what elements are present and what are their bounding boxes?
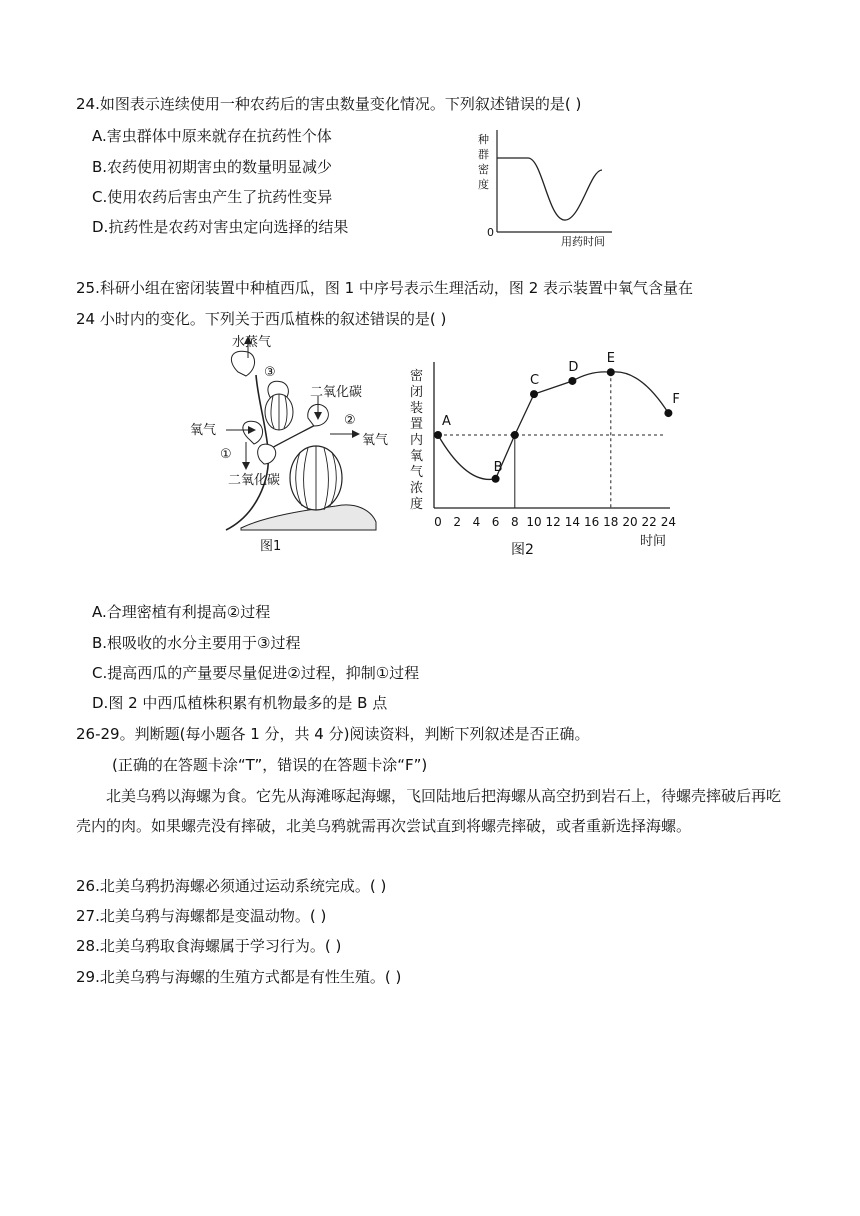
q24-option-b: B.农药使用初期害虫的数量明显减少 <box>92 158 333 176</box>
fig2-xlabel: 时间 <box>640 534 667 549</box>
judge-header: 26-29。判断题(每小题各 1 分，共 4 分)阅读资料，判断下列叙述是否正确。 <box>76 725 590 743</box>
fig2-ylabel-char: 闭 <box>410 385 424 400</box>
q24-stem: 24.如图表示连续使用一种农药后的害虫数量变化情况。下列叙述错误的是( ) <box>76 95 582 113</box>
fig2-caption: 图2 <box>511 542 534 558</box>
fig2-oxygen-curve <box>438 372 668 480</box>
fig2-ylabel-char: 装 <box>410 401 424 416</box>
fig2-ylabel-char: 气 <box>410 465 424 480</box>
fig2-xtick-label: 22 <box>641 515 657 529</box>
fig2-point-label-d: D <box>568 359 579 375</box>
q24-origin: 0 <box>487 226 494 239</box>
fig1-num-3: ③ <box>264 365 276 380</box>
fig2-point-b <box>492 475 500 483</box>
judge-passage: 北美乌鸦以海螺为食。它先从海滩啄起海螺，飞回陆地后把海螺从高空扔到岩石上，待螺壳摔破后再吃壳内的肉。如果螺壳没有摔破，北美乌鸦就需再次尝试直到将螺壳摔破，或者重新选择海螺。 <box>76 787 782 835</box>
fig2-xtick-label: 20 <box>622 515 638 529</box>
fig2-xtick-label: 10 <box>526 515 542 529</box>
fig1-oxygen-left: 氧气 <box>190 423 217 438</box>
q24-chart <box>470 128 620 253</box>
fig2-ylabel-char: 密 <box>410 369 424 384</box>
fig2-point-f <box>664 409 672 417</box>
fig2-xtick-label: 0 <box>434 515 442 529</box>
fig2-point-c <box>530 390 538 398</box>
q25-option-a: A.合理密植有利提高②过程 <box>92 603 271 621</box>
judge-item-26: 26.北美乌鸦扔海螺必须通过运动系统完成。( ) <box>76 877 387 895</box>
fig2-ylabel-char: 内 <box>410 433 424 448</box>
fig2-xtick-label: 18 <box>603 515 619 529</box>
fig2-ylabel-char: 置 <box>410 417 424 432</box>
fig1-num-1: ① <box>220 447 232 462</box>
fig2-xtick-label: 14 <box>564 515 581 529</box>
fig2-xtick-label: 4 <box>472 515 481 529</box>
judge-item-28: 28.北美乌鸦取食海螺属于学习行为。( ) <box>76 937 342 955</box>
q25-stem-line2: 24 小时内的变化。下列关于西瓜植株的叙述错误的是( ) <box>76 310 447 328</box>
q24-xlabel: 用药时间 <box>561 235 605 248</box>
fig1-co2-top: 二氧化碳 <box>310 385 363 400</box>
q24-option-d: D.抗药性是农药对害虫定向选择的结果 <box>92 218 349 236</box>
judge-item-29: 29.北美乌鸦与海螺的生殖方式都是有性生殖。( ) <box>76 968 402 986</box>
q24-option-c: C.使用农药后害虫产生了抗药性变异 <box>92 188 333 206</box>
q24-ylabel-0: 种 <box>478 133 489 146</box>
fig2-xtick-label: 8 <box>510 515 519 529</box>
fig1-caption: 图1 <box>260 539 282 554</box>
fig2-point-label-e: E <box>606 351 616 367</box>
fig2-xtick-label: 6 <box>491 515 500 529</box>
q24-curve <box>497 158 602 220</box>
fig2-point-label-b: B <box>493 459 503 475</box>
fig2-point-d <box>568 377 576 385</box>
q24-ylabel-2: 密 <box>478 163 489 176</box>
fig2-point-label-f: F <box>672 392 680 408</box>
fig2-point <box>511 431 519 439</box>
fig2-xtick-label: 16 <box>583 515 600 529</box>
fig1-water-vapor: 水蒸气 <box>232 335 272 350</box>
fig1-co2-bottom: 二氧化碳 <box>228 473 281 488</box>
fig2-ylabel-char: 浓 <box>410 481 424 496</box>
fig2-xtick-label: 24 <box>660 515 677 529</box>
q25-figure1 <box>186 330 389 560</box>
q25-option-b: B.根吸收的水分主要用于③过程 <box>92 634 301 652</box>
q25-option-c: C.提高西瓜的产量要尽量促进②过程，抑制①过程 <box>92 664 420 682</box>
q24-option-a: A.害虫群体中原来就存在抗药性个体 <box>92 127 332 145</box>
fig1-oxygen-right: 氧气 <box>362 433 389 448</box>
fig1-num-2: ② <box>344 413 356 428</box>
fig2-ylabel-char: 氧 <box>410 449 424 464</box>
q24-ylabel-3: 度 <box>478 178 489 191</box>
fig2-point-label-a: A <box>442 414 451 429</box>
judge-item-27: 27.北美乌鸦与海螺都是变温动物。( ) <box>76 907 327 925</box>
fig2-ylabel-char: 度 <box>410 497 424 512</box>
fig2-point-e <box>607 368 615 376</box>
q25-figure2-chart <box>400 351 680 558</box>
q24-ylabel-1: 群 <box>478 148 489 161</box>
fig2-xtick-label: 2 <box>453 515 462 529</box>
fig2-point-label-c: C <box>530 373 540 389</box>
judge-note: (正确的在答题卡涂“T”，错误的在答题卡涂“F”) <box>112 756 428 774</box>
q25-stem-line1: 25.科研小组在密闭装置中种植西瓜，图 1 中序号表示生理活动，图 2 表示装置中氧气含量在 <box>76 279 694 297</box>
q25-option-d: D.图 2 中西瓜植株积累有机物最多的是 B 点 <box>92 694 388 712</box>
fig2-point-a <box>434 431 442 439</box>
fig2-xtick-label: 12 <box>545 515 561 529</box>
